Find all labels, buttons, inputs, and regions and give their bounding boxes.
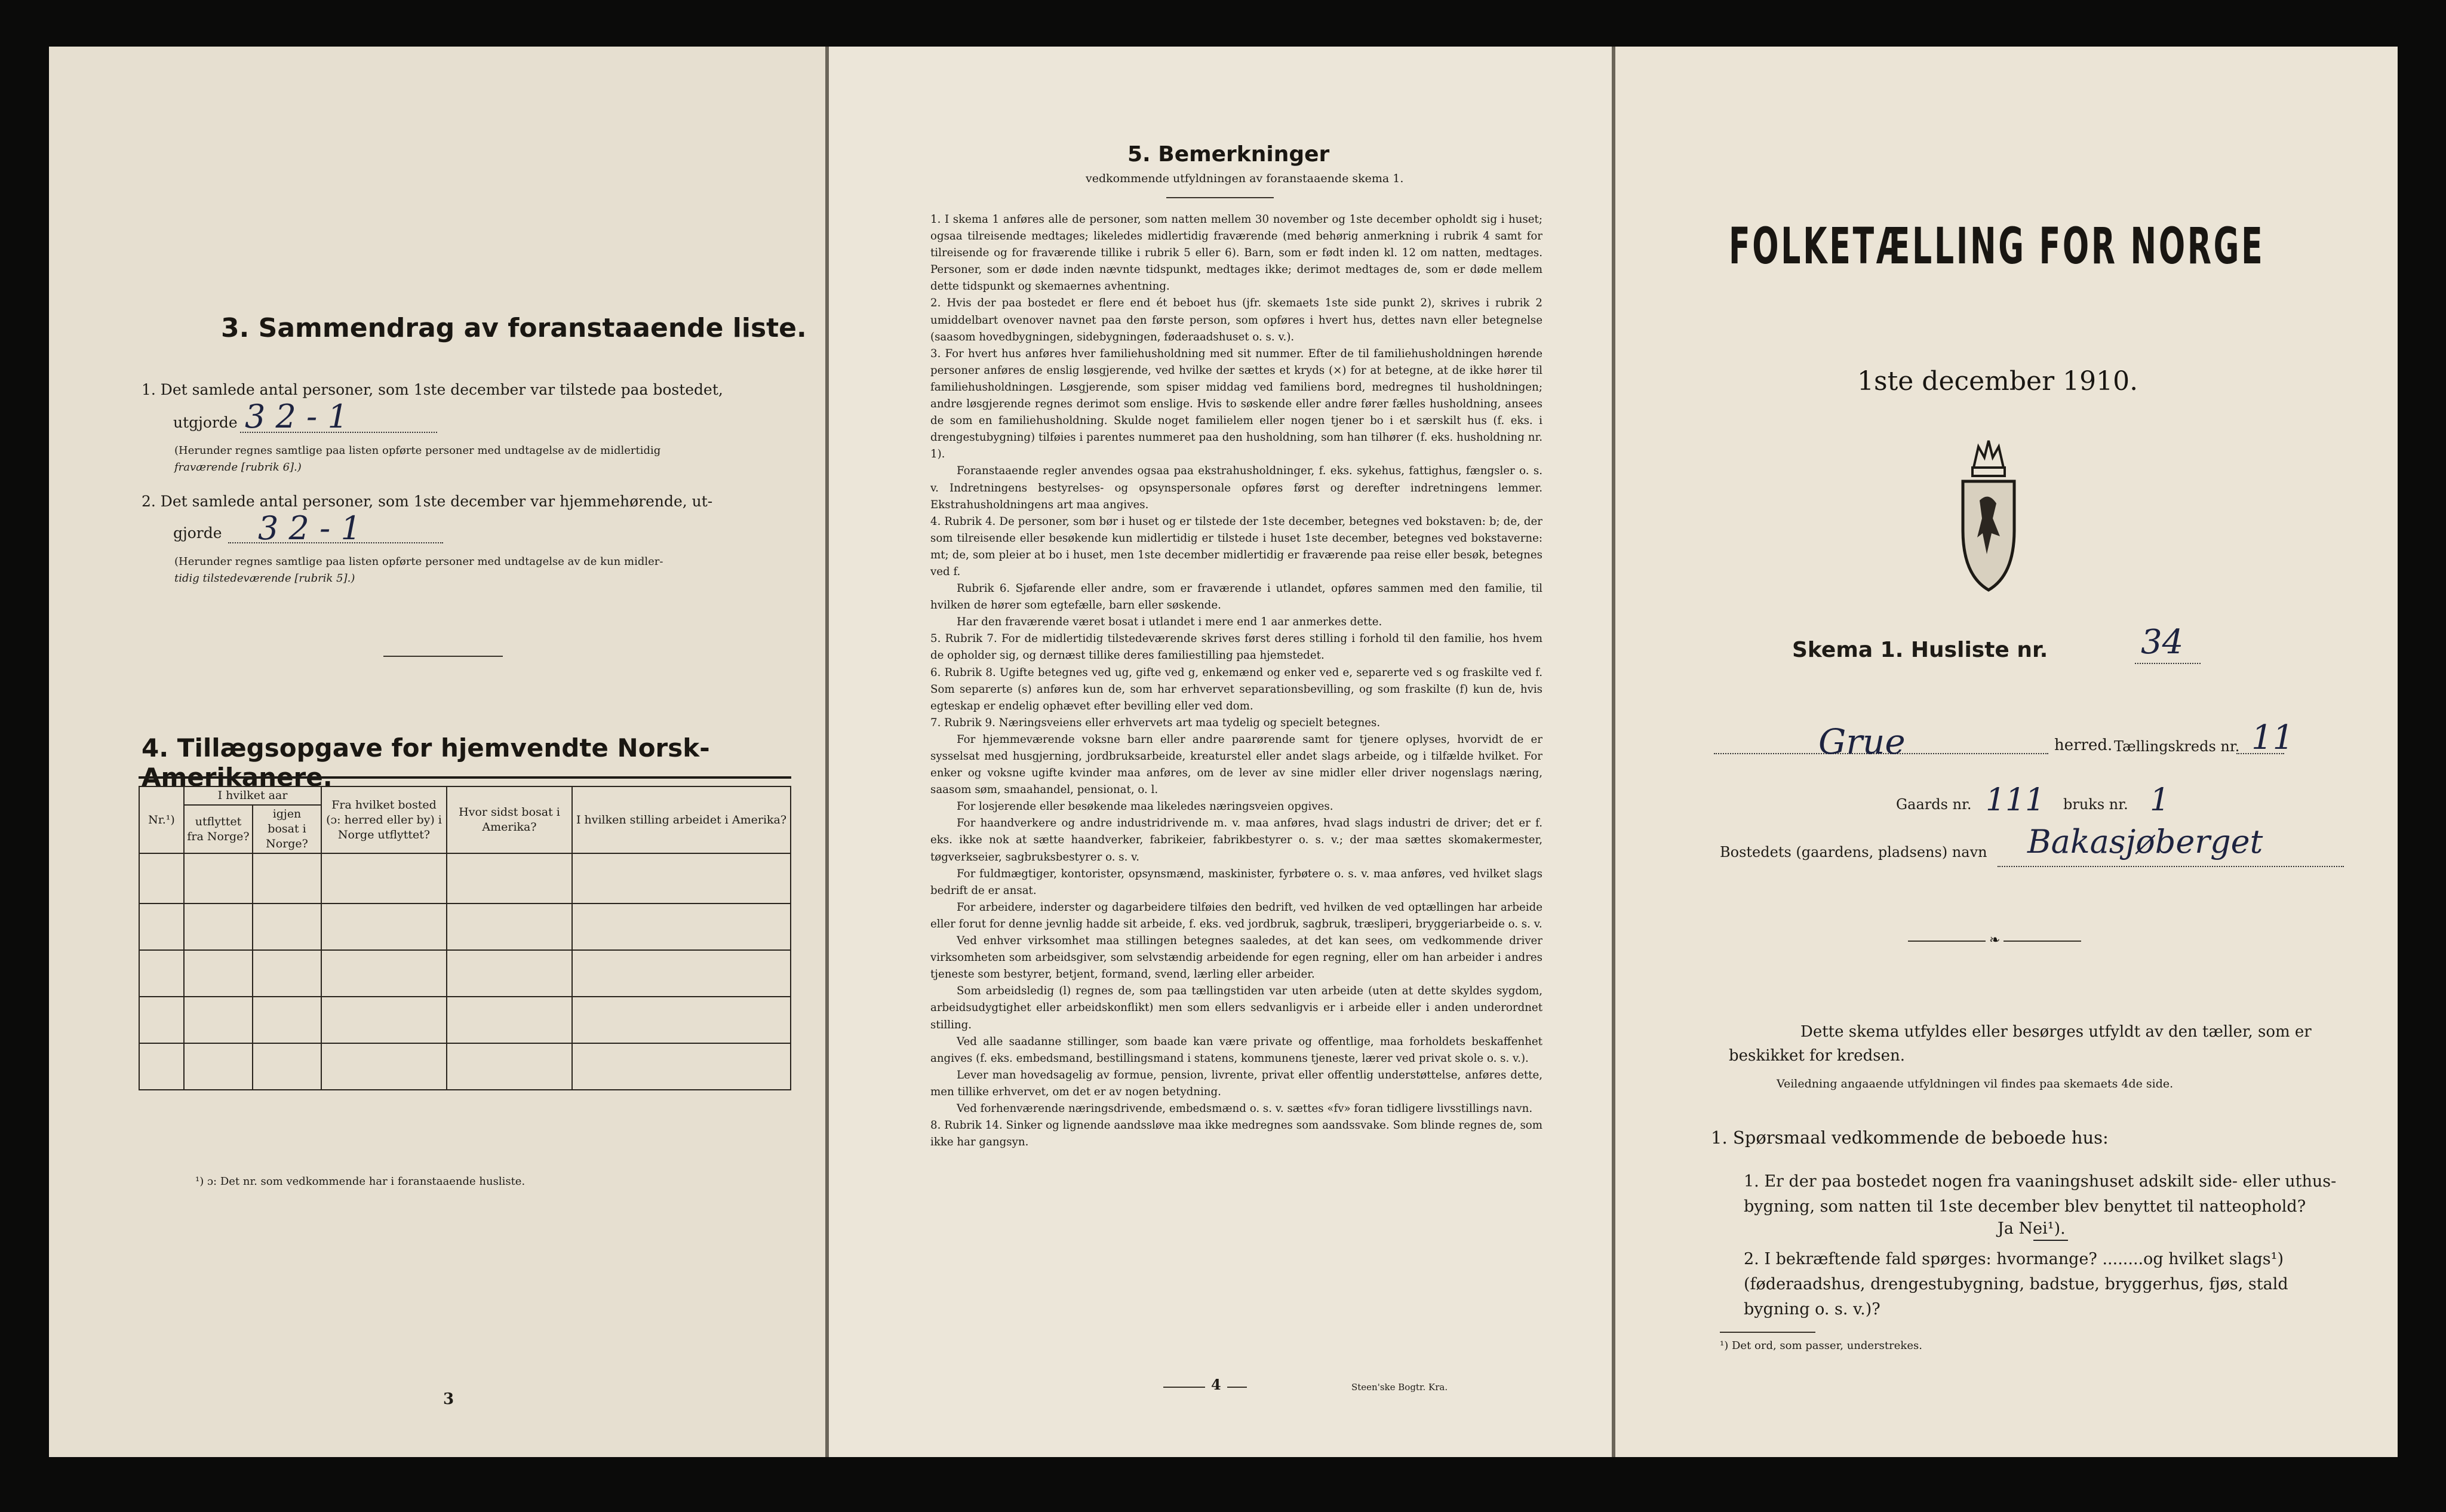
page-number: 4: [1205, 1376, 1227, 1393]
remark-7i: Ved alle saadanne stillinger, som baade kan være private og offentlige, maa forholdets beskaffenhet angives (f. eks. embedsmand, bestillingsmand i statens, kommunens tjeneste, lærer ved privat skole o. s. v.).: [930, 1035, 1542, 1065]
item2-note: (Herunder regnes samtlige paa listen opførte personer med undtagelse av de kun midler-: [174, 555, 663, 568]
gaards-value: 111: [1986, 782, 2045, 818]
bruks-value: 1: [2150, 782, 2170, 818]
remark-7g: Ved enhver virksomhet maa stillingen betegnes saaledes, at det kan sees, om vedkommende driver virksomheten som arbeidsgiver, som selvstændig arbeidende for egen regning, eller om han arbeider i andres tjeneste som bestyrer, betjent, formand, svend, lærling eller arbeider.: [930, 935, 1542, 981]
section3-title: 3. Sammendrag av foranstaaende liste.: [221, 313, 807, 343]
ornament-icon: ❧: [1986, 933, 2003, 948]
item1-note-b: fraværende [rubrik 6].): [174, 461, 302, 474]
remark-3b: Foranstaaende regler anvendes ogsaa paa ekstrahusholdninger, f. eks. sykehus, fattighus, fængsler o. s. v. Indretningens bestyrelses- og opsynspersonale opføres først og derefter indretningens lemmer. Ekstrahusholdningens art maa angives.: [930, 465, 1542, 511]
nei-underline: [2033, 1240, 2068, 1241]
instruction-text: Dette skema utfyldes eller besørges utfyldt av den tæller, som er beskikket for kredsen.: [1729, 1023, 2312, 1065]
kreds-value: 11: [2251, 718, 2294, 757]
norsk-amerikanere-table: [139, 786, 791, 1090]
norway-coat-of-arms-icon: [1956, 435, 2021, 596]
bosted-label: Bostedets (gaardens, pladsens) navn: [1720, 844, 1987, 861]
header-nr: Nr.¹): [139, 786, 184, 853]
remark-7c: For losjerende eller besøkende maa likeledes næringsveien opgives.: [957, 800, 1333, 813]
question-1-answer: Ja Nei¹).: [1998, 1219, 2066, 1238]
remark-7k: Ved forhenværende næringsdrivende, embedsmænd o. s. v. sættes «fv» foran tidligere livsstillings navn.: [957, 1102, 1533, 1115]
bosted-fill: [1998, 866, 2344, 867]
header-group: I hvilket aar: [184, 786, 321, 805]
main-title: FOLKETÆLLING FOR NORGE: [1729, 217, 2265, 275]
remarks-subtitle: vedkommende utfyldningen av foranstaaende skema 1.: [1086, 172, 1404, 185]
remarks-title: 5. Bemerkninger: [1127, 142, 1330, 167]
instruction-note: Veiledning angaaende utfyldningen vil findes paa skemaets 4de side.: [1777, 1077, 2174, 1090]
husliste-fill: [2135, 663, 2201, 664]
header-bosat: igjen bosat i Norge?: [253, 805, 321, 853]
printer-mark: Steen'ske Bogtr. Kra.: [1351, 1382, 1448, 1393]
bosted-value: Bakasjøberget: [2027, 823, 2263, 861]
remark-4c: Har den fraværende været bosat i utlandet i mere end 1 aar anmerkes dette.: [957, 616, 1382, 629]
remark-2: 2. Hvis der paa bostedet er flere end ét beboet hus (jfr. skemaets 1ste side punkt 2), skrives i rubrik 2 umiddelbart ovenover navnet paa den første person, som opføres i hvert hus, dettes navn eller betegnelse (saasom hovedbygningen, sidebygningen, føderaadshuset o. s. v.).: [930, 297, 1542, 343]
table-row: [139, 1043, 791, 1090]
header-stilling: I hvilken stilling arbeidet i Amerika?: [572, 786, 791, 853]
census-date: 1ste december 1910.: [1857, 366, 2138, 397]
table-footnote: ¹) ɔ: Det nr. som vedkommende har i foranstaaende husliste.: [195, 1175, 526, 1188]
item2-note-b: tidig tilstedeværende [rubrik 5].): [174, 572, 355, 585]
remark-3: 3. For hvert hus anføres hver familiehusholdning med sit nummer. Efter de til familiehusholdningen hørende personer anføres de enslig løsgjerende, ved hvilke der sættes et kryds (×) for at betegne, at de ikke hører til familiehusholdningen. Løsgjerende, som spiser middag ved familiens bord, medregnes til husholdningen; andre løsgjerende regnes derimot som enslige. Hvis to søskende eller andre fører fælles husholdning, ansees de som en familiehusholdning. Skulde noget familielem eller nogen tjener bo i et særskilt hus (f. eks. i drengestubygning) tilføies i parentes nummeret paa den husholdning, som han tilhører (f. eks. husholdning nr. 1).: [930, 347, 1542, 461]
remark-4: 4. Rubrik 4. De personer, som bør i huset og er tilstede der 1ste december, betegnes ved bokstaven: b; de, der som tilreisende eller besøkende kun midlertidig er tilstede i huset 1ste december, betegnes ved bokstaverne: mt; de, som pleier at bo i huset, men 1ste december midlertidig er fraværende paa reise eller besøk, betegnes ved f.: [930, 515, 1542, 578]
page-right: [1615, 47, 2398, 1457]
kreds-label: Tællingskreds nr.: [2114, 738, 2240, 755]
item1-label: utgjorde: [173, 414, 238, 431]
table-row: [139, 903, 791, 950]
bruks-label: bruks nr.: [2063, 796, 2128, 813]
gaards-label: Gaards nr.: [1896, 796, 1972, 813]
item1-handwritten: 3 2 - 1: [245, 398, 348, 435]
item2-text: 2. Det samlede antal personer, som 1ste december var hjemmehørende, ut-: [142, 493, 713, 510]
remark-7h: Som arbeidsledig (l) regnes de, som paa tællingstiden var uten arbeide (uten at dette skyldes sygdom, arbeidsudygtighet eller arbeidskonflikt) men som ellers sedvanligvis er i arbeide eller i anden underordnet stilling.: [930, 985, 1542, 1031]
remark-7d: For haandverkere og andre industridrivende m. v. maa anføres, hvad slags industri de driver; det er f. eks. ikke nok at sætte haandverker, fabrikeier, fabrikbestyrer o. s. v.; der maa sættes skomakermester, tøgverkseier, sagbruksbestyrer o. s. v.: [930, 817, 1542, 863]
item1-note: (Herunder regnes samtlige paa listen opførte personer med undtagelse av de midlertidig: [174, 444, 661, 457]
remark-7: 7. Rubrik 9. Næringsveiens eller erhvervets art maa tydelig og specielt betegnes.: [930, 716, 1381, 729]
item2-fill-line: [228, 542, 443, 543]
question-heading: 1. Spørsmaal vedkommende de beboede hus:: [1711, 1127, 2109, 1148]
kreds-fill: [2236, 753, 2284, 754]
item1-text: 1. Det samlede antal personer, som 1ste december var tilstede paa bostedet,: [142, 381, 723, 398]
header-bosted: Fra hvilket bosted (ɔ: herred eller by) i Norge utflyttet?: [321, 786, 447, 853]
remark-4b: Rubrik 6. Sjøfarende eller andre, som er fraværende i utlandet, opføres sammen med den familie, til hvilken de hører som egtefælle, barn eller søskende.: [930, 582, 1542, 612]
remark-7e: For fuldmægtiger, kontorister, opsynsmænd, maskinister, fyrbøtere o. s. v. maa anføres, ved hvilket slags bedrift de er ansat.: [930, 867, 1542, 897]
table-top-rule: [139, 776, 791, 779]
remark-7j: Lever man hovedsagelig av formue, pension, livrente, privat eller offentlig understøttelse, anføres dette, men tillike erhvervet, om det er av nogen betydning.: [930, 1068, 1542, 1098]
table-header-row: [139, 786, 791, 805]
schema-label: Skema 1. Husliste nr.: [1792, 638, 2048, 662]
husliste-number: 34: [2141, 623, 2184, 662]
remark-6: 6. Rubrik 8. Ugifte betegnes ved ug, gifte ved g, enkemænd og enker ved e, separerte ved s og fraskilte ved f. Som separerte (s) anføres kun de, som har erhvervet separationsbevilling, og som fraskilte (f) kun de, hvis egteskap er endelig ophævet efter bevilling eller ved dom.: [930, 666, 1542, 712]
table-row: [139, 853, 791, 903]
page-number: 3: [443, 1390, 454, 1408]
table-row: [139, 997, 791, 1043]
header-utflyttet: utflyttet fra Norge?: [184, 805, 253, 853]
herred-label: herred.: [2054, 736, 2113, 754]
remark-7f: For arbeidere, inderster og dagarbeidere tilføies den bedrift, ved hvilken de ved optællingen har arbeide eller forut for denne jevnlig hadde sit arbeide, f. eks. ved jordbruk, sagbruk, træsliperi, bryggeriarbeide o. s. v.: [930, 901, 1542, 930]
page-middle: [829, 47, 1614, 1457]
section4-title: 4. Tillægsopgave for hjemvendte Norsk-Amerikanere.: [142, 733, 710, 792]
item2-label: gjorde: [173, 524, 222, 542]
question-2: 2. I bekræftende fald spørges: hvormange? ........og hvilket slags¹) (føderaadshus, drengestubygning, badstue, bryggerhus, fjøs, stald bygning o. s. v.)?: [1744, 1250, 2288, 1319]
herred-value: Grue: [1818, 721, 1906, 762]
item1-fill-line: [240, 432, 437, 433]
divider: [383, 656, 503, 657]
remark-1: 1. I skema 1 anføres alle de personer, som natten mellem 30 november og 1ste december opholdt sig i huset; ogsaa tilreisende medtages; likeledes midlertidig fraværende (med behørig anmerkning i rubrik 4 samt for tilreisende og for fraværende tillike i rubrik 5 eller 6). Barn, som er født inden kl. 12 om natten, medtages. Personer, som er døde inden nævnte tidspunkt, medtages ikke; derimot medtages de, som er døde mellem dette tidspunkt og skemaernes avhentning.: [930, 213, 1542, 293]
remarks-divider: [1166, 197, 1274, 198]
question-1: 1. Er der paa bostedet nogen fra vaaningshuset adskilt side- eller uthus-bygning, som natten til 1ste december blev benyttet til natteophold?: [1744, 1172, 2337, 1216]
header-amerika: Hvor sidst bosat i Amerika?: [447, 786, 572, 853]
table-row: [139, 950, 791, 997]
remarks-body: [930, 211, 1542, 1151]
remark-8: 8. Rubrik 14. Sinker og lignende aandssløve maa ikke medregnes som aandssvake. Som blinde regnes de, som ikke har gangsyn.: [930, 1119, 1542, 1149]
footnote-rule: [1720, 1332, 1815, 1333]
right-footnote: ¹) Det ord, som passer, understrekes.: [1720, 1339, 1922, 1352]
remark-5: 5. Rubrik 7. For de midlertidig tilstedeværende skrives først deres stilling i forhold til den familie, hos hvem de opholder sig, og dernæst tillike deres familiestilling paa hjemstedet.: [930, 632, 1542, 662]
remark-7b: For hjemmeværende voksne barn eller andre paarørende samt for tjenere oplyses, hvorvidt de er sysselsat med husgjerning, jordbruksarbeide, kreaturstel eller andet slags arbeide, og i tilfælde hvilket. For enker og voksne ugifte kvinder maa anføres, om de lever av sine midler eller driver nogenslags næring, saasom søm, smaahandel, pensionat, o. l.: [930, 733, 1542, 797]
page-left: [49, 47, 825, 1457]
item2-handwritten: 3 2 - 1: [258, 509, 361, 547]
